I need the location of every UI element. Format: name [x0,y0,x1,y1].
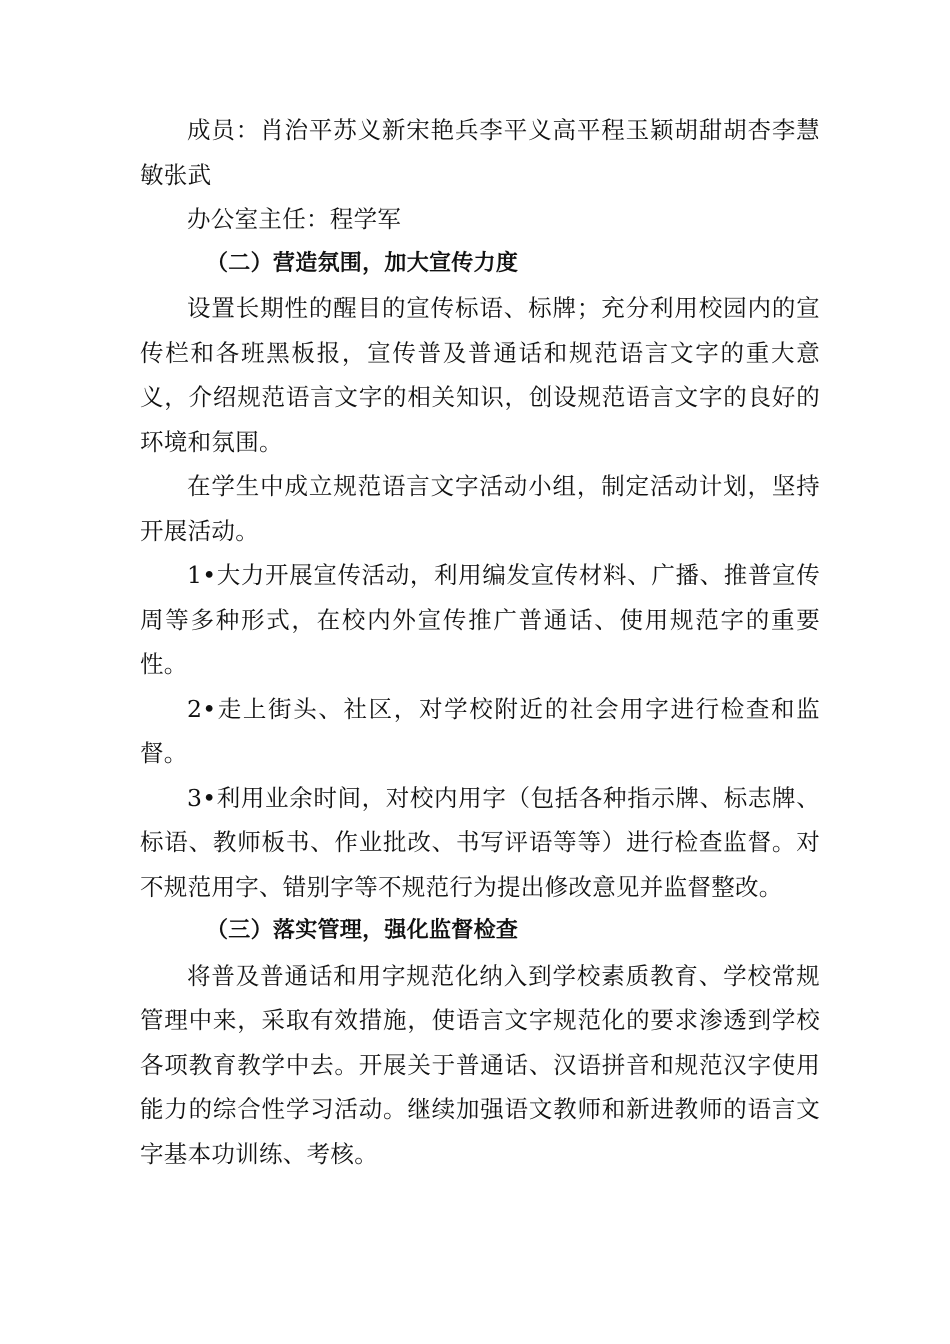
section-3-heading: （三）落实管理，强化监督检查 [206,918,519,943]
section-2-item-1: 1•大力开展宣传活动，利用编发宣传材料、广播、推普宣传周等多种形式，在校内外宣传推广普通话、使用规范字的重要性。 [140,561,820,678]
document-page [140,108,820,1176]
section-2-paragraph-1: 设置长期性的醒目的宣传标语、标牌；充分利用校园内的宣传栏和各班黑板报，宣传普及普通话和规范语言文字的重大意义，介绍规范语言文字的相关知识，创设规范语言文字的良好的环境和氛围。 [140,294,820,456]
section-2-heading: （二）营造氛围，加大宣传力度 [206,250,519,276]
office-director-paragraph: 办公室主任：程学军 [187,205,402,233]
section-2-item-2: 2•走上街头、社区，对学校附近的社会用字进行检查和监督。 [140,694,820,767]
section-3-paragraph-1: 将普及普通话和用字规范化纳入到学校素质教育、学校常规管理中来，采取有效措施，使语言文字规范化的要求渗透到学校各项教育教学中去。开展关于普通话、汉语拼音和规范汉字使用能力的综合性学习活动。继续加强语文教师和新进教师的语言文字基本功训练、考核。 [140,961,820,1168]
section-2-paragraph-2: 在学生中成立规范语言文字活动小组，制定活动计划，坚持开展活动。 [140,472,820,545]
members-paragraph: 成员：肖治平苏义新宋艳兵李平义高平程玉颖胡甜胡杏李慧敏张武 [140,116,820,189]
section-2-item-3: 3•利用业余时间，对校内用字（包括各种指示牌、标志牌、标语、教师板书、作业批改、书写评语等等）进行检查监督。对不规范用字、错别字等不规范行为提出修改意见并监督整改。 [140,783,820,901]
